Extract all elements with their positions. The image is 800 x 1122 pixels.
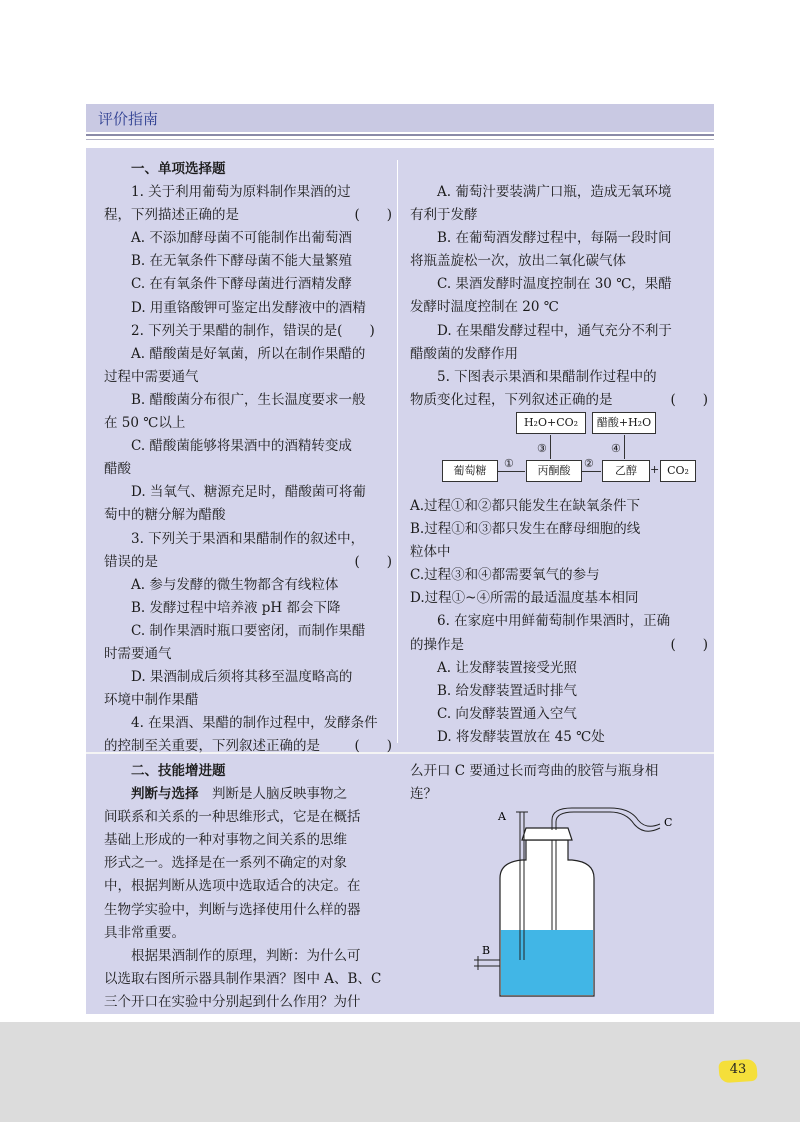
step-1-label: ①: [504, 457, 514, 470]
label-c: C: [664, 816, 673, 829]
arrow-2: [581, 471, 601, 472]
judgment-para-start: 判断与选择 判断是人脑反映事物之: [131, 786, 347, 803]
judgment-line: 形式之一。选择是在一系列不确定的对象: [104, 855, 347, 872]
q2-option-b: B. 醋酸菌分布很广，生长温度要求一般: [131, 391, 366, 408]
q4-option-d: D. 在果醋发酵过程中，通气充分不利于: [437, 322, 672, 339]
question-para: 根据果酒制作的原理，判断：为什么可: [131, 947, 361, 964]
q2-option-d: D. 当氧气、糖源充足时，醋酸菌可将葡: [131, 484, 366, 501]
answer-paren: ( ): [670, 636, 708, 653]
column-divider: [397, 160, 398, 743]
q1-option-c: C. 在有氧条件下酵母菌进行酒精发酵: [131, 276, 352, 293]
liquid: [501, 930, 593, 995]
outlet-b: [474, 956, 500, 970]
q5-option-b: B.过程①和③都只发生在酵母细胞的线: [410, 521, 641, 538]
q2-option-c-cont: 醋酸: [104, 461, 131, 478]
judgment-line: 中，根据判断从选项中选取适合的决定。在: [104, 878, 361, 895]
q6-option-a: A. 让发酵装置接受光照: [437, 659, 577, 676]
heading-skills: 二、技能增进题: [131, 763, 226, 779]
q4-stem: 4. 在果酒、果醋的制作过程中，发酵条件: [131, 715, 378, 732]
header-rule-thin: [86, 139, 714, 140]
box-ethanol: 乙醇: [602, 460, 650, 482]
answer-paren: ( ): [354, 738, 392, 755]
fermentation-bottle-diagram: [460, 800, 700, 1010]
q4-option-d-cont: 醋酸菌的发酵作用: [410, 345, 518, 362]
q4-option-a: A. 葡萄汁要装满广口瓶，造成无氧环境: [437, 184, 672, 200]
q6-stem-cont: 的操作是 ( ): [410, 634, 708, 657]
q1-stem-cont: 程，下列描述正确的是 ( ): [104, 204, 392, 227]
q1-option-a: A. 不添加酵母菌不可能制作出葡萄酒: [131, 230, 352, 247]
q6-option-b: B. 给发酵装置适时排气: [437, 682, 578, 699]
box-acetic-acid: 醋酸+H₂O: [592, 412, 656, 434]
page-footer: [0, 1022, 800, 1122]
q4-option-c: C. 果酒发酵时温度控制在 30 ℃，果醋: [437, 276, 672, 293]
q3-option-d-cont: 环境中制作果醋: [104, 692, 199, 709]
right-column-top: [410, 181, 708, 412]
plus-sign: +: [650, 463, 660, 476]
stopper: [522, 828, 572, 840]
label-b: B: [482, 944, 491, 957]
q5-stem-cont: 物质变化过程，下列叙述正确的是 ( ): [410, 389, 708, 412]
header-rule: [86, 134, 714, 136]
box-pyruvate: 丙酮酸: [526, 460, 582, 482]
answer-paren: ( ): [670, 391, 708, 408]
q3-option-c-cont: 时需要通气: [104, 645, 172, 662]
section-title: 评价指南: [98, 110, 159, 128]
question-line: 么开口 C 要通过长而弯曲的胶管与瓶身相: [410, 763, 659, 779]
skills-left-column: [104, 760, 392, 1014]
q5-option-c: C.过程③和④都需要氧气的参与: [410, 567, 600, 584]
q2-option-c: C. 醋酸菌能够将果酒中的酒精转变成: [131, 438, 352, 455]
q5-stem: 5. 下图表示果酒和果醋制作过程中的: [437, 368, 657, 385]
q2-option-b-cont: 在 50 ℃以上: [104, 415, 186, 432]
step-4-label: ④: [611, 442, 621, 455]
page-number: 43: [729, 1062, 747, 1077]
question-line: 连？: [410, 786, 437, 803]
q3-option-c: C. 制作果酒时瓶口要密闭，而制作果醋: [131, 622, 366, 639]
q1-stem: 1. 关于利用葡萄为原料制作果酒的过: [131, 184, 351, 201]
q2-option-a: A. 醋酸菌是好氧菌，所以在制作果醋的: [131, 345, 366, 362]
q5-option-d: D.过程①~④所需的最适温度基本相同: [410, 590, 639, 607]
q3-option-d: D. 果酒制成后须将其移至温度略高的: [131, 669, 353, 686]
question-line: 三个开口在实验中分别起到什么作用？为什: [104, 993, 361, 1010]
judgment-line: 生物学实验中，判断与选择使用什么样的器: [104, 901, 361, 918]
question-line: 以选取右图所示器具制作果酒？图中 A、B、C: [104, 970, 382, 987]
q3-stem: 3. 下列关于果酒和果醋制作的叙述中，: [131, 530, 365, 547]
q3-option-a: A. 参与发酵的微生物都含有线粒体: [131, 576, 339, 593]
arrow-1: [497, 471, 525, 472]
q6-stem: 6. 在家庭中用鲜葡萄制作果酒时，正确: [437, 613, 671, 630]
left-column: [104, 158, 392, 758]
q5-option-b-cont: 粒体中: [410, 544, 451, 561]
judgment-line: 具非常重要。: [104, 924, 185, 941]
metabolism-flowchart: [440, 410, 710, 490]
answer-paren: ( ): [354, 207, 392, 224]
q4-option-c-cont: 发酵时温度控制在 20 ℃: [410, 299, 559, 316]
q3-stem-cont: 错误的是 ( ): [104, 551, 392, 574]
q4-option-a-cont: 有利于发酵: [410, 207, 478, 224]
q1-option-d: D. 用重铬酸钾可鉴定出发酵液中的酒精: [131, 299, 366, 316]
box-h2o-co2: H₂O+CO₂: [516, 412, 586, 434]
right-column-bottom: [410, 495, 708, 749]
q3-option-b: B. 发酵过程中培养液 pH 都会下降: [131, 599, 341, 616]
box-glucose: 葡萄糖: [442, 460, 498, 482]
heading-single-choice: 一、单项选择题: [131, 161, 226, 177]
q6-option-d: D. 将发酵装置放在 45 ℃处: [437, 728, 605, 745]
step-2-label: ②: [584, 457, 594, 470]
q6-option-c: C. 向发酵装置通入空气: [437, 705, 577, 722]
q4-option-b-cont: 将瓶盖旋松一次，放出二氧化碳气体: [410, 253, 626, 270]
q4-option-b: B. 在葡萄酒发酵过程中，每隔一段时间: [437, 230, 672, 247]
step-3-label: ③: [537, 442, 547, 455]
label-a: A: [498, 810, 506, 823]
arrow-4: [624, 435, 625, 459]
arrow-3: [550, 435, 551, 459]
judgment-line: 间联系和关系的一种思维形式，它是在概括: [104, 809, 361, 826]
header-band: [86, 104, 714, 132]
q2-option-d-cont: 萄中的糖分解为醋酸: [104, 507, 226, 524]
q2-option-a-cont: 过程中需要通气: [104, 368, 199, 385]
q1-option-b: B. 在无氧条件下酵母菌不能大量繁殖: [131, 253, 353, 270]
answer-paren: ( ): [354, 553, 392, 570]
q2-stem: 2. 下列关于果醋的制作，错误的是( ): [131, 322, 375, 339]
q4-stem-cont: 的控制至关重要，下列叙述正确的是 ( ): [104, 735, 392, 758]
box-co2: CO₂: [660, 460, 696, 482]
judgment-line: 基础上形成的一种对事物之间关系的思维: [104, 832, 347, 849]
q5-option-a: A.过程①和②都只能发生在缺氧条件下: [410, 498, 641, 514]
